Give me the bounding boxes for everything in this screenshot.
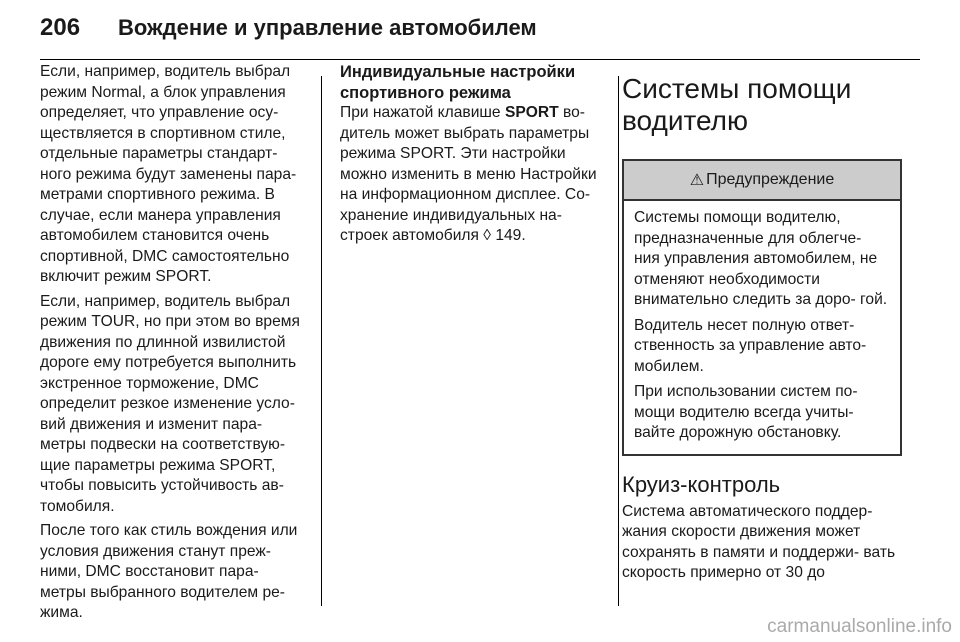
paragraph: Если, например, водитель выбрал режим TOUR, но при этом во время движения по длинной извилистой дороге ему потребуется выполнить экстренное торможение, DMC определит резкое изменение усло- вий движения и изменит пара- метры подвески на соответствую- щие параметры режима SPORT, чтобы повысить устойчивость ав- томобиля. [40,292,300,515]
page-number: 206 [40,14,81,41]
subsection-heading: Круиз-контроль [622,471,781,497]
warning-title: Предупреждение [706,171,835,188]
paragraph: Если, например, водитель выбрал режим Normal, а блок управления определяет, что управление осу- ществляется в спортивном стиле, отдельные параметры стандарт- ного режима будут заменены пара- метрами спортивного режима. В случае, если манера управления автомобилем становится очень спортивной, DMC самостоятельно включит режим SPORT. [40,63,297,285]
column-2 [340,62,606,247]
section-heading: Системы помощи водителю [622,73,852,136]
page-title: Вождение и управление автомобилем [118,15,537,40]
paragraph: После того как стиль вождения или условия движения станут преж- ними, DMC восстановит пара- метры выбранного водителем ре- жима. [40,522,298,621]
page-reference: 149. [491,227,526,244]
column-divider [321,76,322,606]
page-header [40,14,537,48]
column-3 [622,62,902,584]
warning-box [622,159,902,456]
text-before: При нажатой клавише [340,104,505,121]
paragraph: Система автоматического поддер- жания скорости движения может сохранять в памяти и поддержи- вать скорость примерно от 30 до [622,502,896,581]
warning-paragraph: Водитель несет полную ответ- ственность за управление авто- мобилем. [634,316,867,375]
warning-paragraph: При использовании систем по- мощи водителю всегда учиты- вайте дорожную обстановку. [634,383,858,441]
sport-key-label: SPORT [504,104,559,121]
page-reference-icon: ◊ [483,227,491,244]
warning-body [624,201,900,454]
warning-paragraph: Системы помощи водителю, предназначенные для облегче- ния управления автомобилем, не отменяют необходимости внимательно следить за доро- гой. [634,209,888,308]
section-heading: Индивидуальные настройки спортивного режима [340,63,576,102]
column-1 [40,62,308,628]
column-divider [618,76,619,606]
paragraph [340,103,606,247]
warning-header [624,161,900,201]
warning-icon: ⚠ [689,172,705,189]
header-rule [40,59,920,60]
watermark: carmanualsonline.info [767,616,952,637]
text-after: во- дитель может выбрать параметры режима SPORT. Эти настройки можно изменить в меню Настройки на информационном дисплее. Со- хранение индивидуальных на- строек автомобиля [340,104,597,244]
